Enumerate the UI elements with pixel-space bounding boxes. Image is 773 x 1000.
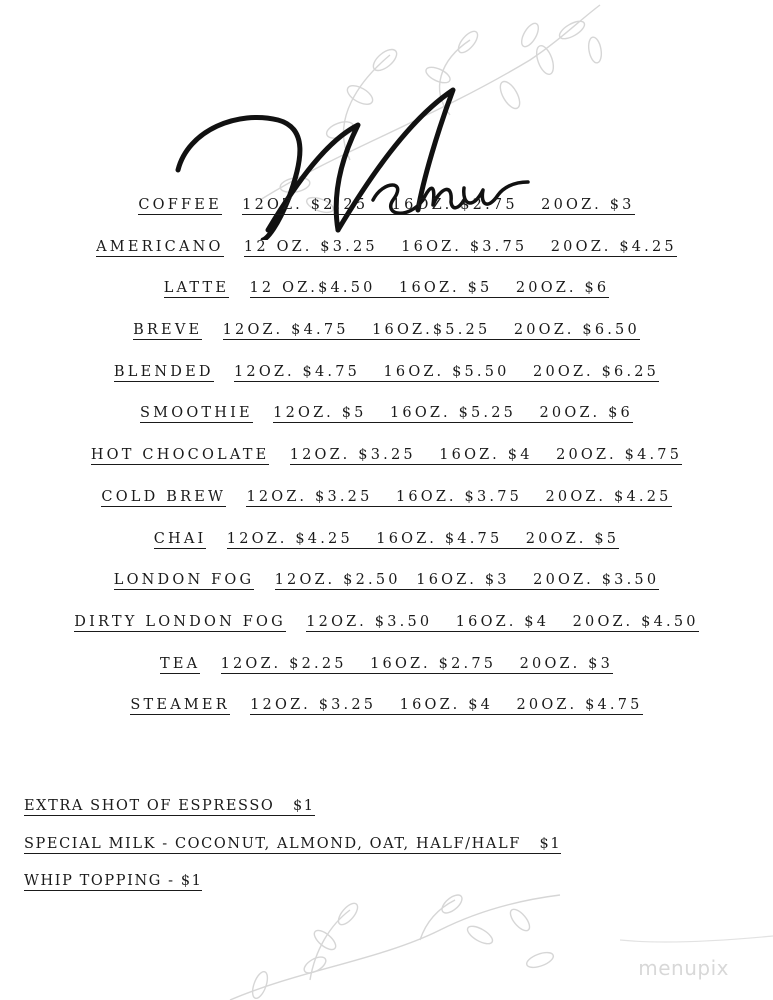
menu-item-name: HOT CHOCOLATE (90, 447, 270, 464)
menu-item (0, 197, 773, 239)
menu-item-prices: 12OZ. $5 16OZ. $5.25 20OZ. $6 (273, 405, 633, 422)
menu-item-name: DIRTY LONDON FOG (74, 613, 286, 630)
menu-item-prices: 12 OZ.$4.50 16OZ. $5 20OZ. $6 (249, 280, 610, 297)
menu-item (0, 489, 773, 531)
menu-item-prices: 12OZ. $2.25 16OZ. $2.75 20OZ. $3 (242, 197, 635, 213)
menu-item-prices: 12OZ. $3.25 16OZ. $4 20OZ. $4.75 (250, 697, 643, 714)
extra-item-text: WHIP TOPPING - $1 (24, 873, 203, 890)
menu-item-prices: 12OZ. $3.25 16OZ. $3.75 20OZ. $4.25 (246, 488, 672, 505)
menu-item (0, 656, 773, 698)
menu-item (0, 322, 773, 364)
menu-item-name: COFFEE (138, 197, 222, 213)
extra-item (24, 798, 561, 836)
extras-list (24, 798, 561, 911)
menu-item (0, 239, 773, 281)
menu-item-name: BREVE (133, 322, 203, 339)
menu-item-name: BLENDED (113, 363, 214, 380)
menu-item-name: AMERICANO (96, 238, 224, 255)
menu-item-prices: 12 OZ. $3.25 16OZ. $3.75 20OZ. $4.25 (243, 238, 677, 255)
menu-item-name: CHAI (153, 530, 207, 547)
menu-item-prices: 12OZ. $4.25 16OZ. $4.75 20OZ. $5 (226, 530, 620, 547)
menu-item-prices: 12OZ. $4.75 16OZ.$5.25 20OZ. $6.50 (222, 322, 640, 339)
menu-item-name: COLD BREW (101, 488, 227, 505)
menu-item-prices: 12OZ. $3.25 16OZ. $4 20OZ. $4.75 (289, 447, 683, 464)
menu-item-name: TEA (159, 655, 201, 672)
menu-item-prices: 12OZ. $2.25 16OZ. $2.75 20OZ. $3 (220, 655, 614, 672)
menu-item (0, 405, 773, 447)
menu-item (0, 280, 773, 322)
menu-item (0, 531, 773, 573)
menu-item-name: LATTE (163, 280, 230, 297)
extra-item (24, 836, 561, 874)
extra-item-text: EXTRA SHOT OF ESPRESSO $1 (24, 798, 315, 814)
menu-item (0, 364, 773, 406)
menu-item-prices: 12OZ. $4.75 16OZ. $5.50 20OZ. $6.25 (233, 363, 660, 380)
extra-item-text: SPECIAL MILK - COCONUT, ALMOND, OAT, HALF/HALF $1 (24, 835, 562, 852)
menu-item-name: STEAMER (130, 697, 230, 714)
menu-item-name: LONDON FOG (113, 572, 255, 589)
menu-item (0, 572, 773, 614)
menu-item (0, 614, 773, 656)
menu-item-name: SMOOTHIE (140, 405, 253, 422)
menu-item-prices: 12OZ. $3.50 16OZ. $4 20OZ. $4.50 (306, 613, 699, 630)
menu-item (0, 697, 773, 739)
menu-items-list (0, 197, 773, 739)
watermark: menupix (638, 956, 729, 980)
extra-item (24, 873, 561, 911)
menu-item-prices: 12OZ. $2.50 16OZ. $3 20OZ. $3.50 (274, 572, 660, 589)
menu-item (0, 447, 773, 489)
